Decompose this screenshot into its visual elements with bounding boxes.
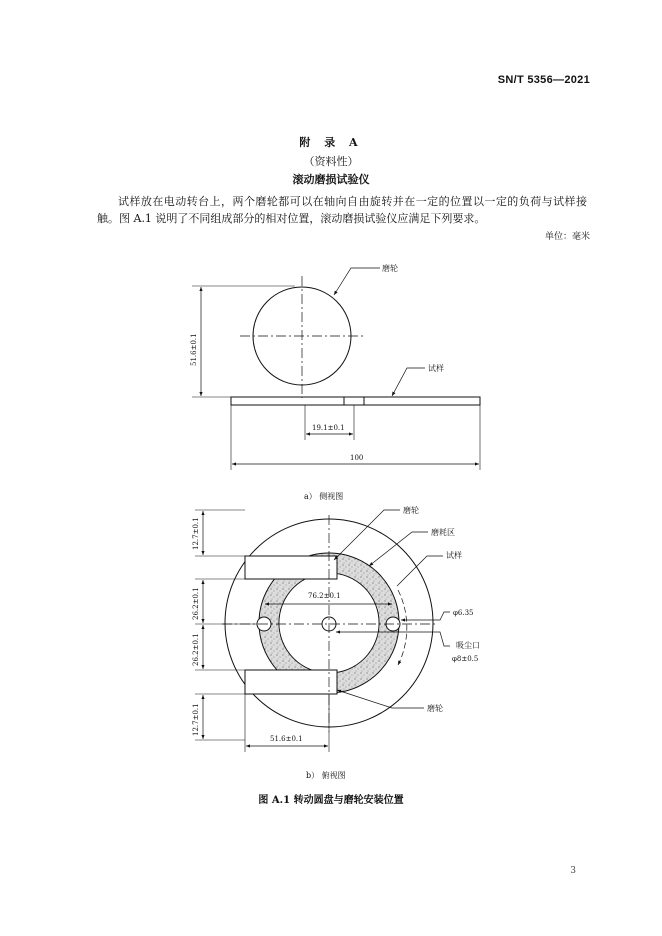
top-dim-suction: φ8±0.5: [452, 655, 479, 663]
standard-code: SN/T 5356—2021: [497, 74, 590, 86]
top-wheel-block: [245, 556, 337, 579]
side-dim-height: 51.6±0.1: [190, 333, 198, 366]
top-dim-span: 76.2±0.1: [308, 592, 341, 600]
bottom-wheel-block: [245, 670, 337, 694]
top-label-specimen: 试样: [446, 551, 462, 560]
side-dim-offset: 19.1±0.1: [312, 424, 345, 432]
top-label-suction: 吸尘口: [456, 641, 480, 650]
side-label-wheel: 磨轮: [382, 264, 398, 273]
top-dim-width: 51.6±0.1: [270, 735, 303, 743]
top-dim-lower: 26.2±0.1: [192, 633, 200, 666]
side-specimen-plate: [231, 397, 480, 405]
unit-note: 单位：毫米: [544, 232, 590, 242]
figure-title: 图 A.1 转动圆盘与磨轮安装位置: [258, 795, 404, 806]
top-view: [195, 510, 450, 752]
appendix-title: 附 录 A: [299, 136, 363, 149]
body-paragraph: 试样放在电动转台上，两个磨轮都可以在轴向自由旋转并在一定的位置以一定的负荷与试样接触。图 A.1 说明了不同组成部分的相对位置，滚动磨损试验仪应满足下列要求。: [97, 195, 587, 225]
top-dim-bottom: 12.7±0.1: [192, 703, 200, 736]
page-number: 3: [570, 866, 576, 876]
appendix-name: 滚动磨损试验仪: [292, 173, 370, 186]
top-label-wheel-bottom: 磨轮: [427, 704, 443, 713]
top-view-caption: b） 俯视图: [306, 771, 346, 780]
top-dim-hole: φ6.35: [453, 609, 474, 617]
side-label-specimen: 试样: [428, 364, 444, 373]
top-dim-upper: 26.2±0.1: [192, 587, 200, 620]
appendix-type: （资料性）: [303, 155, 359, 168]
side-view-caption: a） 侧视图: [304, 492, 344, 501]
top-label-wheel-top: 磨轮: [403, 506, 419, 515]
top-label-wear-zone: 磨耗区: [431, 528, 455, 537]
top-dim-top: 12.7±0.1: [192, 517, 200, 550]
side-dim-length: 100: [350, 454, 364, 462]
